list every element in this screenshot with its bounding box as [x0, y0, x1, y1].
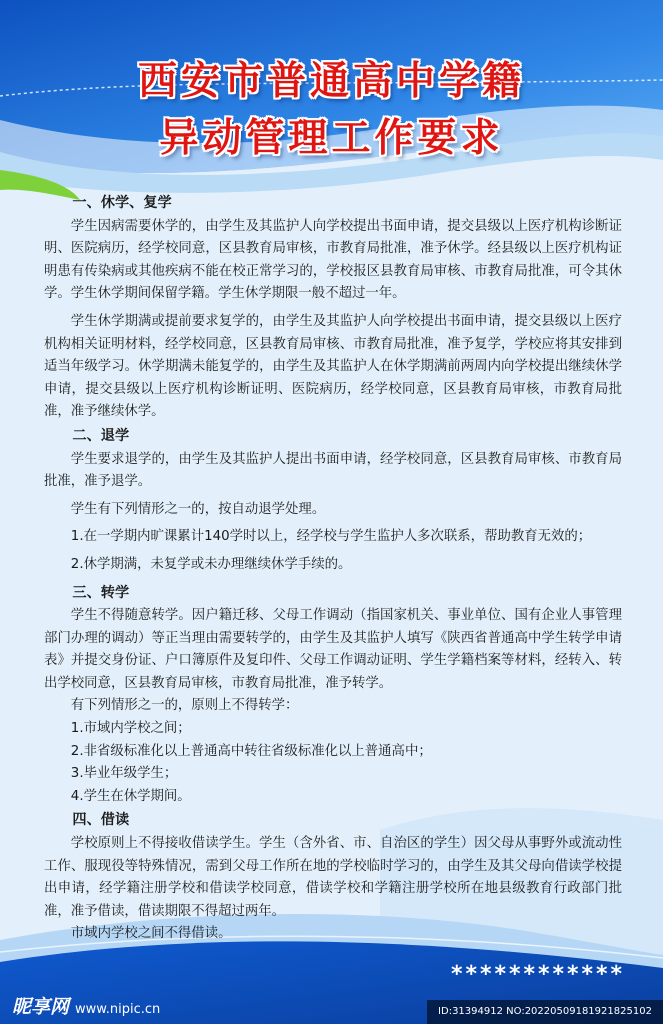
paragraph: 有下列情形之一的，原则上不得转学：	[70, 698, 299, 714]
page-title-line1: 西安市普通高中学籍	[137, 59, 525, 104]
paragraph: 市域内学校之间不得借读。	[70, 926, 232, 942]
brand-url: www.nipic.cn	[75, 1002, 161, 1017]
list-item: 4.学生在休学期间。	[70, 788, 191, 804]
list-item: 3.毕业年级学生；	[70, 766, 178, 782]
paragraph: 学生有下列情形之一的，按自动退学处理。	[70, 501, 326, 517]
decorative-stars: ************	[450, 962, 625, 987]
paragraph: 学生因病需要休学的，由学生及其监护人向学校提出书面申请，提交县级以上医疗机构诊断证明、医院病历，经学校同意，区县教育局审核，市教育局批准，准予休学。经县级以上医疗机构证明患有传染病或其他疾病不能在校正常学习的，学校报区县教育局审核、市教育局批准，可令其休学。学生休学期间保留学籍。学生休学期限一般不超过一年。	[44, 218, 622, 302]
section-heading-transfer: 三、转学	[72, 584, 130, 601]
list-item: 1.市域内学校之间；	[70, 721, 191, 737]
document-body	[44, 191, 622, 946]
brand-logo: 昵享网	[12, 996, 70, 1018]
paragraph: 学生不得随意转学。因户籍迁移、父母工作调动（指国家机关、事业单位、国有企业人事管理部门办理的调动）等正当理由需要转学的，由学生及其监护人填写《陕西省普通高中学生转学申请表》并提交身份证、户口簿原件及复印件、父母工作调动证明、学生学籍档案等材料，经转入、转出学校同意，区县教育局审核，市教育局批准，准予转学。	[44, 608, 622, 691]
list-item: 2.非省级标准化以上普通高中转往省级标准化以上普通高中；	[70, 743, 432, 759]
page-title-line2: 异动管理工作要求	[159, 116, 504, 161]
list-item: 2.休学期满，未复学或未办理继续休学手续的。	[70, 556, 352, 572]
watermark-brand	[12, 992, 160, 1019]
section-heading-withdrawal: 二、退学	[72, 427, 130, 444]
list-item: 1.在一学期内旷课累计140学时以上，经学校与学生监护人多次联系，帮助教育无效的；	[70, 529, 592, 545]
paragraph: 学生要求退学的，由学生及其监护人提出书面申请，经学校同意，区县教育局审核、市教育局批准，准予退学。	[44, 451, 622, 490]
section-heading-visiting-study: 四、借读	[72, 812, 130, 829]
image-id-bar: ID:31394912 NO:20220509181921825102	[427, 1000, 663, 1024]
paragraph: 学生休学期满或提前要求复学的，由学生及其监护人向学校提出书面申请，提交县级以上医疗机构相关证明材料，经学校同意，区县教育局审核、市教育局批准，准予复学，学校应将其安排到适当年级学习。休学期满未能复学的，由学生及其监护人在休学期满前两周内向学校提出继续休学申请，提交县级以上医疗机构诊断证明、医院病历，经学校同意，区县教育局审核，市教育局批准，准予继续休学。	[44, 313, 622, 420]
paragraph: 学校原则上不得接收借读学生。学生（含外省、市、自治区的学生）因父母从事野外或流动性工作、服现役等特殊情况，需到父母工作所在地的学校临时学习的，由学生及其父母向借读学校提出申请，经学籍注册学校和借读学校同意，借读学校和学籍注册学校所在地县级教育行政部门批准，准予借读，借读期限不得超过两年。	[44, 836, 622, 919]
section-heading-suspension: 一、休学、复学	[72, 195, 172, 211]
